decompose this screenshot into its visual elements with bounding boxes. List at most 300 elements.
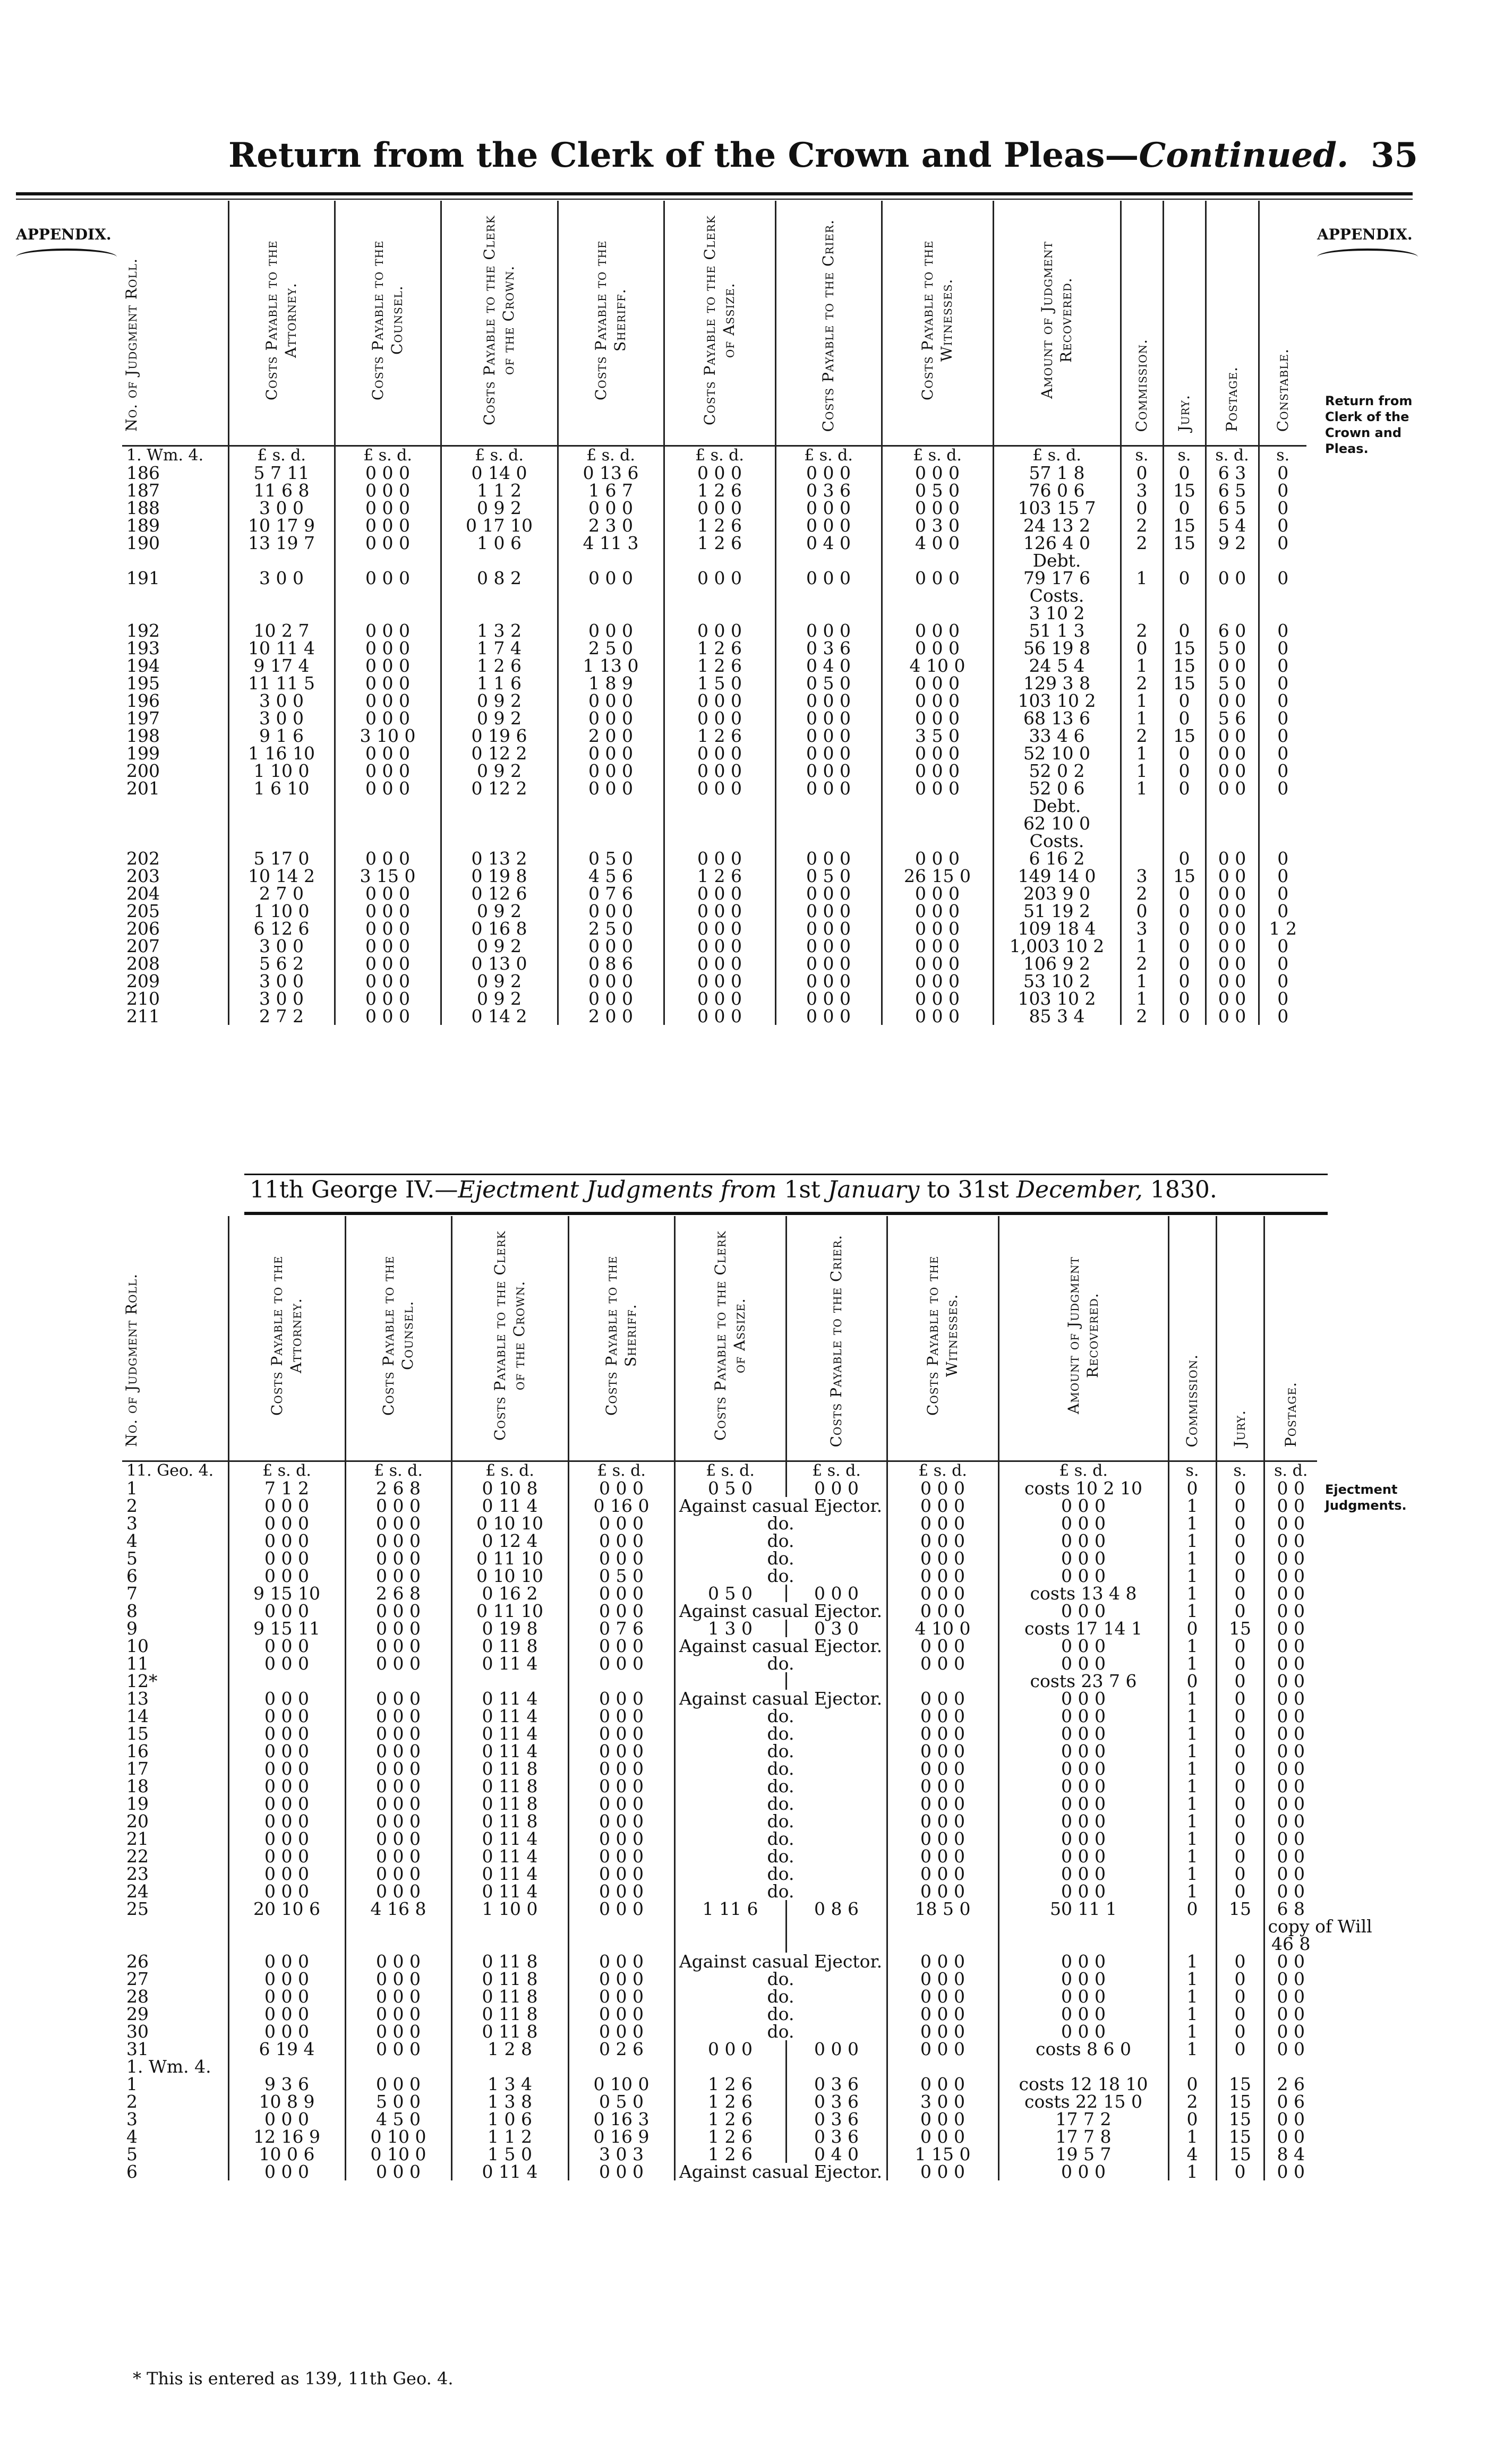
table-cell: 46 8 [1264, 1935, 1317, 1953]
table-cell: 5 [126, 1548, 138, 1569]
table-row [122, 762, 1306, 780]
table-cell: 10 14 2 [228, 867, 335, 885]
table-cell: 0 0 0 [335, 709, 441, 727]
table-cell: 4 5 6 [558, 867, 664, 885]
table-cell: 0 3 6 [786, 2093, 887, 2110]
table-cell: 0 0 0 [882, 1007, 993, 1025]
table-row [122, 955, 1306, 972]
table-cell: 2 [1121, 955, 1163, 972]
table-cell [1259, 815, 1306, 832]
table-cell: 1 [1121, 657, 1163, 674]
table-cell: 0 0 0 [664, 780, 775, 797]
unit-label: s. d. [1206, 446, 1259, 465]
table-cell: 0 0 0 [882, 937, 993, 955]
table-cell [1206, 797, 1259, 815]
table-cell: 0 0 0 [345, 1847, 451, 1865]
table-cell: 0 [1216, 1637, 1264, 1655]
table-cell: 1 2 6 [664, 639, 775, 657]
table-cell [775, 552, 882, 569]
table-row [122, 534, 1306, 552]
table-cell: 23 [126, 1863, 149, 1884]
table-cell: 19 5 7 [998, 2145, 1168, 2163]
unit-label: £ s. d. [882, 446, 993, 465]
table-cell: 0 0 0 [998, 2023, 1168, 2040]
table-cell: 15 [1163, 482, 1206, 499]
table-cell: 0 0 [1264, 1637, 1317, 1655]
table-cell: 2 [1121, 1007, 1163, 1025]
table-cell: 0 0 [1264, 2005, 1317, 2023]
table-row [122, 990, 1306, 1007]
table-cell [228, 2058, 345, 2075]
table-row [122, 1970, 1317, 1988]
table-cell: 0 0 0 [887, 2023, 998, 2040]
table-cell: 0 0 0 [664, 920, 775, 937]
table-cell: 4 5 0 [345, 2110, 451, 2128]
table-cell: 0 0 0 [345, 1760, 451, 1777]
table-cell: 1. Wm. 4. [126, 2056, 211, 2077]
table-cell: 126 4 0 [993, 534, 1121, 552]
table-cell: 106 9 2 [993, 955, 1121, 972]
table-cell: 15 [1163, 639, 1206, 657]
table-cell: 0 [1168, 1672, 1216, 1690]
top-rule-thin [16, 199, 1413, 200]
table-cell: 0 [1259, 885, 1306, 902]
table-cell: 0 0 0 [568, 1690, 674, 1707]
table-cell: 0 0 0 [775, 972, 882, 990]
table-cell: 0 0 0 [887, 1479, 998, 1497]
table-cell: 0 [1163, 745, 1206, 762]
table-cell: 0 0 0 [998, 1847, 1168, 1865]
table-cell [122, 1918, 228, 1935]
table-cell: 0 0 0 [664, 902, 775, 920]
table-cell: 206 [126, 918, 160, 939]
table-cell: 0 [1259, 762, 1306, 780]
table-cell: 0 10 0 [345, 2145, 451, 2163]
table-cell: do. [674, 1515, 887, 1532]
table-cell: 0 0 0 [882, 780, 993, 797]
table-cell: 0 0 0 [335, 850, 441, 867]
table-row [122, 1515, 1317, 1532]
table-cell: 0 0 0 [335, 692, 441, 709]
table-cell: 4 0 0 [882, 534, 993, 552]
table-cell: 0 0 [1264, 1550, 1317, 1567]
table-cell: do. [674, 1655, 887, 1672]
table-cell: 0 0 [1264, 1883, 1317, 1900]
appendix-label-left: APPENDIX. [16, 226, 112, 243]
table-cell: 0 4 0 [786, 2145, 887, 2163]
table-cell: 190 [126, 533, 160, 553]
table-cell: 0 0 0 [882, 850, 993, 867]
table-cell: 3 0 0 [228, 499, 335, 517]
table-cell: 1 [1121, 780, 1163, 797]
table-cell: 1 [1168, 2040, 1216, 2058]
table-cell: 0 0 0 [664, 745, 775, 762]
table-cell: 0 0 0 [887, 1812, 998, 1830]
table-cell: 0 0 0 [775, 850, 882, 867]
table-cell: 0 [1259, 972, 1306, 990]
table-row [122, 482, 1306, 499]
table-row [122, 1900, 1317, 1918]
unit-label: £ s. d. [674, 1461, 786, 1480]
table-cell: 0 12 4 [451, 1532, 568, 1550]
table-cell [674, 1918, 786, 1935]
table-cell: 0 0 0 [998, 1725, 1168, 1742]
table-cell: 0 0 0 [887, 2005, 998, 2023]
table-cell: 0 [1163, 937, 1206, 955]
table-cell: 1 [1168, 2023, 1216, 2040]
table-cell: do. [674, 1847, 887, 1865]
table-cell [786, 2058, 887, 2075]
table-cell: 0 [1163, 955, 1206, 972]
table-cell: 10 [126, 1636, 149, 1656]
table-row [122, 920, 1306, 937]
table-cell: 0 0 0 [664, 990, 775, 1007]
table-cell: 0 0 0 [345, 1795, 451, 1812]
table-cell [451, 2058, 568, 2075]
table-cell: 0 [1163, 709, 1206, 727]
table-cell: 198 [126, 725, 160, 746]
table-cell: 1 3 8 [451, 2093, 568, 2110]
table-cell: 1 [1168, 1567, 1216, 1585]
table-cell: 0 0 0 [335, 937, 441, 955]
column-header-label: Postage. [1281, 1381, 1300, 1447]
table-cell: costs 8 6 0 [998, 2040, 1168, 2058]
table-cell: 0 0 0 [887, 1550, 998, 1567]
table-cell: 9 15 10 [228, 1585, 345, 1602]
table-cell: 3 0 0 [887, 2093, 998, 2110]
table-cell: 0 0 0 [558, 990, 664, 1007]
table-cell: 15 [126, 1723, 149, 1744]
table-cell: 0 0 0 [228, 2005, 345, 2023]
table-cell: 0 0 0 [345, 1637, 451, 1655]
table-cell: 0 0 0 [887, 1760, 998, 1777]
unit-label: 1. Wm. 4. [126, 446, 204, 465]
table-cell: 0 0 0 [335, 639, 441, 657]
table-cell: 0 0 0 [335, 762, 441, 780]
table-cell: 1 2 8 [451, 2040, 568, 2058]
table-cell: 16 [126, 1741, 149, 1761]
table-cell: 0 0 0 [998, 1812, 1168, 1830]
table-cell [887, 1918, 998, 1935]
table-cell: 0 [1216, 1602, 1264, 1620]
table-cell: 1 8 9 [558, 674, 664, 692]
table-cell: 5 6 [1206, 709, 1259, 727]
column-header [441, 201, 558, 446]
table-cell: 0 0 0 [228, 1690, 345, 1707]
table-cell [441, 552, 558, 569]
footnote: * This is entered as 139, 11th Geo. 4. [133, 2368, 454, 2389]
table-cell: 0 0 0 [335, 499, 441, 517]
table-cell: 50 11 1 [998, 1900, 1168, 1918]
table-cell: 0 17 10 [441, 517, 558, 534]
table-cell: 0 [1216, 1725, 1264, 1742]
table-cell: do. [674, 1795, 887, 1812]
table-row [122, 1988, 1317, 2005]
table-cell: copy of Will [1264, 1918, 1317, 1935]
table-cell [1259, 797, 1306, 815]
table-cell: 0 5 0 [775, 674, 882, 692]
table-cell: 15 [1163, 727, 1206, 745]
table-cell [228, 797, 335, 815]
table-row [122, 2128, 1317, 2145]
table-cell: 0 0 0 [345, 1655, 451, 1672]
table-cell: 210 [126, 988, 160, 1009]
table-row [122, 2075, 1317, 2093]
table-cell: 197 [126, 708, 160, 729]
table-cell: 10 2 7 [228, 622, 335, 639]
table-cell: 0 [1168, 1900, 1216, 1918]
table-cell: 0 12 6 [441, 885, 558, 902]
table-cell: 0 0 [1206, 885, 1259, 902]
table-row [122, 780, 1306, 797]
table-cell: 0 0 0 [558, 622, 664, 639]
table-cell: 4 16 8 [345, 1900, 451, 1918]
table-row [122, 745, 1306, 762]
table-cell: 10 11 4 [228, 639, 335, 657]
table-cell: 0 11 4 [451, 1655, 568, 1672]
table-cell: 4 11 3 [558, 534, 664, 552]
table-cell: 0 0 [1206, 569, 1259, 587]
table-cell: 0 0 0 [558, 902, 664, 920]
column-header [122, 1216, 228, 1461]
table-cell: 0 0 0 [887, 1795, 998, 1812]
table-cell: 0 0 0 [775, 727, 882, 745]
table-cell: 0 [1216, 2005, 1264, 2023]
table-cell: 1 [1168, 1988, 1216, 2005]
table-cell: 1 [1168, 1690, 1216, 1707]
table-cell: 52 0 6 [993, 780, 1121, 797]
table-cell: 0 11 4 [451, 1830, 568, 1847]
table-cell: 0 0 0 [568, 1970, 674, 1988]
table-cell: 0 [1259, 727, 1306, 745]
table-cell: 0 0 0 [228, 1988, 345, 2005]
table-cell: 3 5 0 [882, 727, 993, 745]
table-cell: 3 0 0 [228, 692, 335, 709]
table-cell: 0 3 6 [775, 639, 882, 657]
table-cell: 1 [1168, 1515, 1216, 1532]
table-cell: 2 6 [1264, 2075, 1317, 2093]
table-cell: 0 11 10 [451, 1602, 568, 1620]
table-cell [1163, 552, 1206, 569]
table-cell: 149 14 0 [993, 867, 1121, 885]
table-cell: 15 [1216, 2075, 1264, 2093]
table-cell: 0 0 0 [775, 569, 882, 587]
table-cell: 0 [1259, 499, 1306, 517]
table-cell: 2 [1121, 674, 1163, 692]
table-cell: 0 0 0 [345, 1620, 451, 1637]
table-cell [664, 587, 775, 604]
table-row [122, 709, 1306, 727]
table-row [122, 2040, 1317, 2058]
table-cell: 1 13 0 [558, 657, 664, 674]
table-row [122, 2145, 1317, 2163]
table-cell [1168, 1935, 1216, 1953]
table-cell: 0 0 0 [558, 972, 664, 990]
table-cell: 0 0 0 [887, 1742, 998, 1760]
table-row [122, 499, 1306, 517]
table-cell: 1 15 0 [887, 2145, 998, 2163]
table-cell: 3 0 0 [228, 937, 335, 955]
table-cell [122, 604, 228, 622]
table-cell [122, 832, 228, 850]
table-cell: 3 0 0 [228, 972, 335, 990]
table-cell: do. [674, 2005, 887, 2023]
table-cell: 0 14 2 [441, 1007, 558, 1025]
table-cell: 103 15 7 [993, 499, 1121, 517]
table-cell: 14 [126, 1706, 149, 1726]
table-cell: 11 [126, 1653, 149, 1674]
table-cell: 0 0 [1264, 2040, 1317, 2058]
table-cell: 0 5 0 [775, 867, 882, 885]
table-cell: 15 [1216, 2093, 1264, 2110]
table-cell: 0 13 2 [441, 850, 558, 867]
table-cell: 2 0 0 [558, 1007, 664, 1025]
table-cell: 207 [126, 936, 160, 956]
table-cell: 0 0 [1206, 657, 1259, 674]
table-cell: 0 0 0 [335, 990, 441, 1007]
table-cell: do. [674, 1883, 887, 1900]
table-row [122, 1777, 1317, 1795]
table-cell: 0 2 6 [568, 2040, 674, 2058]
table-cell [568, 1935, 674, 1953]
table-cell: do. [674, 2023, 887, 2040]
table-cell [122, 797, 228, 815]
table-cell: 0 [1259, 850, 1306, 867]
table-cell [228, 1918, 345, 1935]
table-cell: 193 [126, 638, 160, 658]
table-cell: 3 0 0 [228, 990, 335, 1007]
table-cell [1168, 1918, 1216, 1935]
table-cell: 0 0 0 [786, 1585, 887, 1602]
table-row [122, 867, 1306, 885]
table-cell: 0 0 0 [568, 1550, 674, 1567]
table-cell: 3 10 0 [335, 727, 441, 745]
table-cell: 0 [1259, 990, 1306, 1007]
table-cell [1259, 552, 1306, 569]
table-cell: 0 0 0 [345, 1602, 451, 1620]
unit-label: £ s. d. [335, 446, 441, 465]
table-cell: 0 [1163, 762, 1206, 780]
table-cell: 0 0 0 [345, 1690, 451, 1707]
table-cell: 0 19 6 [441, 727, 558, 745]
table-cell: 1 [126, 2074, 138, 2094]
table-cell: 6 16 2 [993, 850, 1121, 867]
table-cell: 0 0 0 [887, 1988, 998, 2005]
table-cell: 1 [1168, 1497, 1216, 1515]
table1-bottom-rule [244, 1174, 1328, 1175]
table-cell: 0 [1259, 464, 1306, 482]
table-cell: 0 [1216, 1672, 1264, 1690]
table-cell: 0 [1216, 1812, 1264, 1830]
table-cell: 0 0 0 [664, 622, 775, 639]
table-cell: 0 11 8 [451, 1812, 568, 1830]
table-cell: 0 [1216, 1532, 1264, 1550]
table-cell: 1 16 10 [228, 745, 335, 762]
table-cell [441, 815, 558, 832]
table-cell: 0 0 0 [345, 1707, 451, 1725]
table-cell: 0 0 0 [568, 2005, 674, 2023]
table-cell: 0 [1163, 885, 1206, 902]
table-row [122, 1672, 1317, 1690]
table-cell [228, 832, 335, 850]
table-cell: 0 13 6 [558, 464, 664, 482]
table-cell: 0 0 0 [345, 1953, 451, 1970]
table-cell: 0 0 0 [568, 1760, 674, 1777]
table-cell: 8 [126, 1601, 138, 1621]
table-cell: 0 0 0 [568, 2023, 674, 2040]
table-cell: 0 10 10 [451, 1567, 568, 1585]
table-cell: 1 [1168, 1637, 1216, 1655]
table-cell: 0 0 [1264, 1970, 1317, 1988]
table-cell: 0 0 0 [998, 2005, 1168, 2023]
table-cell: 0 [1259, 867, 1306, 885]
table-row [122, 1620, 1317, 1637]
table-row [122, 1883, 1317, 1900]
table-cell: 2 5 0 [558, 920, 664, 937]
table-cell: 13 [126, 1688, 149, 1709]
table-cell [882, 552, 993, 569]
table-cell [664, 832, 775, 850]
margin-note-top: Return from Clerk of the Crown and Pleas. [1325, 393, 1413, 456]
table-cell: 0 0 0 [887, 1777, 998, 1795]
table-cell: 1 [1121, 709, 1163, 727]
table-cell: 0 0 0 [345, 1532, 451, 1550]
table-cell: 3 0 3 [568, 2145, 674, 2163]
table-cell: 0 0 0 [882, 674, 993, 692]
table-row [122, 1830, 1317, 1847]
table-cell: 68 13 6 [993, 709, 1121, 727]
section-subtitle: 11th George IV.—Ejectment Judgments from 1st January to 31st December, 1830. [250, 1176, 1217, 1203]
table-cell: 15 [1163, 534, 1206, 552]
table-cell: 0 0 [1206, 990, 1259, 1007]
column-header-label: Costs Payable to the Sheriff. [592, 240, 629, 400]
table-cell: 0 0 0 [887, 1690, 998, 1707]
table-cell: 0 6 [1264, 2093, 1317, 2110]
table-cell: 0 [1168, 1620, 1216, 1637]
table-cell: 0 9 2 [441, 762, 558, 780]
table-cell: 0 0 0 [887, 1847, 998, 1865]
table-cell: 0 0 0 [882, 762, 993, 780]
table-cell: 1 [1168, 1847, 1216, 1865]
table-cell [228, 1672, 345, 1690]
table-cell: 0 0 0 [228, 1760, 345, 1777]
table-cell: 0 [1259, 745, 1306, 762]
table-cell: 103 10 2 [993, 990, 1121, 1007]
table-cell: 0 3 6 [786, 2128, 887, 2145]
table-cell: 0 0 0 [568, 1725, 674, 1742]
unit-label: s. [1168, 1461, 1216, 1480]
table-cell: 6 5 [1206, 499, 1259, 517]
table-cell: 0 0 0 [664, 955, 775, 972]
table-cell: 2 [1121, 622, 1163, 639]
table-row [122, 464, 1306, 482]
table-cell: 0 0 0 [228, 2023, 345, 2040]
table-row [122, 727, 1306, 745]
table-row [122, 1007, 1306, 1025]
table-cell: 0 0 0 [558, 937, 664, 955]
table-row [122, 797, 1306, 815]
table-cell: 1 [1168, 1760, 1216, 1777]
table-cell: 0 0 0 [345, 1812, 451, 1830]
table-cell: 0 0 0 [568, 1812, 674, 1830]
table-cell: 1 1 2 [441, 482, 558, 499]
table-cell: 4 [126, 2126, 138, 2147]
brace-left [16, 249, 117, 266]
table-row [122, 2023, 1317, 2040]
table-cell: 1 [1168, 1602, 1216, 1620]
table-cell: 0 [1259, 955, 1306, 972]
table-cell: Against casual Ejector. [674, 1637, 887, 1655]
